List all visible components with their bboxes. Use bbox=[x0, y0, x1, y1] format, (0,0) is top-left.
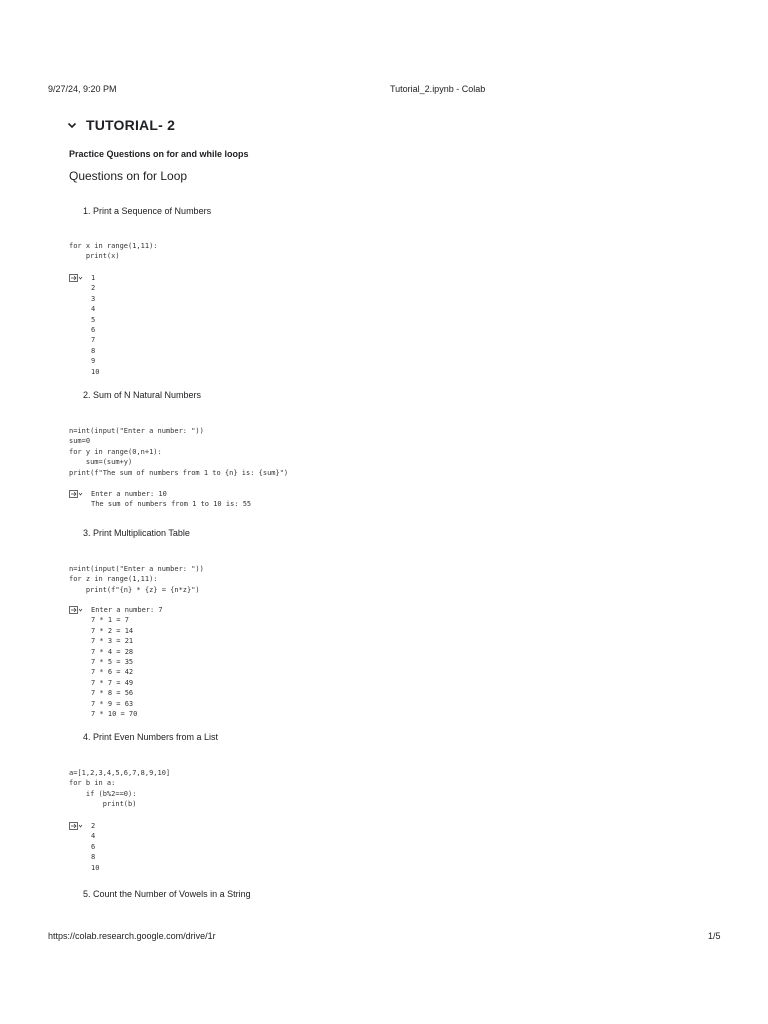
section-header[interactable] bbox=[66, 117, 175, 133]
loop-heading: Questions on for Loop bbox=[69, 169, 188, 183]
question-1-label: 1. Print a Sequence of Numbers bbox=[83, 206, 212, 216]
code-cell-3[interactable]: n=int(input("Enter a number: ")) for z in range(1,11): print(f"{n} * {z} = {n*z}") bbox=[69, 565, 204, 594]
chevron-down-icon[interactable] bbox=[66, 119, 78, 131]
output-cell-4: 2 4 6 8 10 bbox=[91, 822, 100, 872]
output-toggle-icon[interactable] bbox=[69, 490, 83, 498]
notebook-subtitle: Practice Questions on for and while loops bbox=[69, 149, 249, 159]
code-cell-2[interactable]: n=int(input("Enter a number: ")) sum=0 for y in range(0,n+1): sum=(sum+y) print(f"The sum of numbers from 1 to {n} is: {sum}") bbox=[69, 427, 289, 477]
output-toggle-icon[interactable] bbox=[69, 822, 83, 830]
question-4-label: 4. Print Even Numbers from a List bbox=[83, 732, 219, 742]
output-cell-2: Enter a number: 10 The sum of numbers from 1 to 10 is: 55 bbox=[91, 490, 252, 509]
output-cell-1: 1 2 3 4 5 6 7 8 9 10 bbox=[91, 274, 100, 376]
section-title: TUTORIAL- 2 bbox=[86, 117, 176, 133]
footer-url: https://colab.research.google.com/drive/1r bbox=[48, 931, 216, 941]
question-3-label: 3. Print Multiplication Table bbox=[83, 528, 190, 538]
code-cell-4[interactable]: a=[1,2,3,4,5,6,7,8,9,10] for b in a: if (b%2==0): print(b) bbox=[69, 769, 171, 809]
page-number: 1/5 bbox=[708, 931, 721, 941]
output-toggle-icon[interactable] bbox=[69, 606, 83, 614]
question-5-label: 5. Count the Number of Vowels in a String bbox=[83, 889, 251, 899]
output-cell-3: Enter a number: 7 7 * 1 = 7 7 * 2 = 14 7 * 3 = 21 7 * 4 = 28 7 * 5 = 35 7 * 6 = 42 7 * 7 = 49 7 * 8 = 56 7 * 9 = 63 7 * 10 = 70 bbox=[91, 606, 163, 719]
print-doc-title: Tutorial_2.ipynb - Colab bbox=[390, 84, 486, 94]
code-cell-1[interactable]: for x in range(1,11): print(x) bbox=[69, 242, 158, 261]
output-toggle-icon[interactable] bbox=[69, 274, 83, 282]
question-2-label: 2. Sum of N Natural Numbers bbox=[83, 390, 202, 400]
print-datetime: 9/27/24, 9:20 PM bbox=[48, 84, 117, 94]
